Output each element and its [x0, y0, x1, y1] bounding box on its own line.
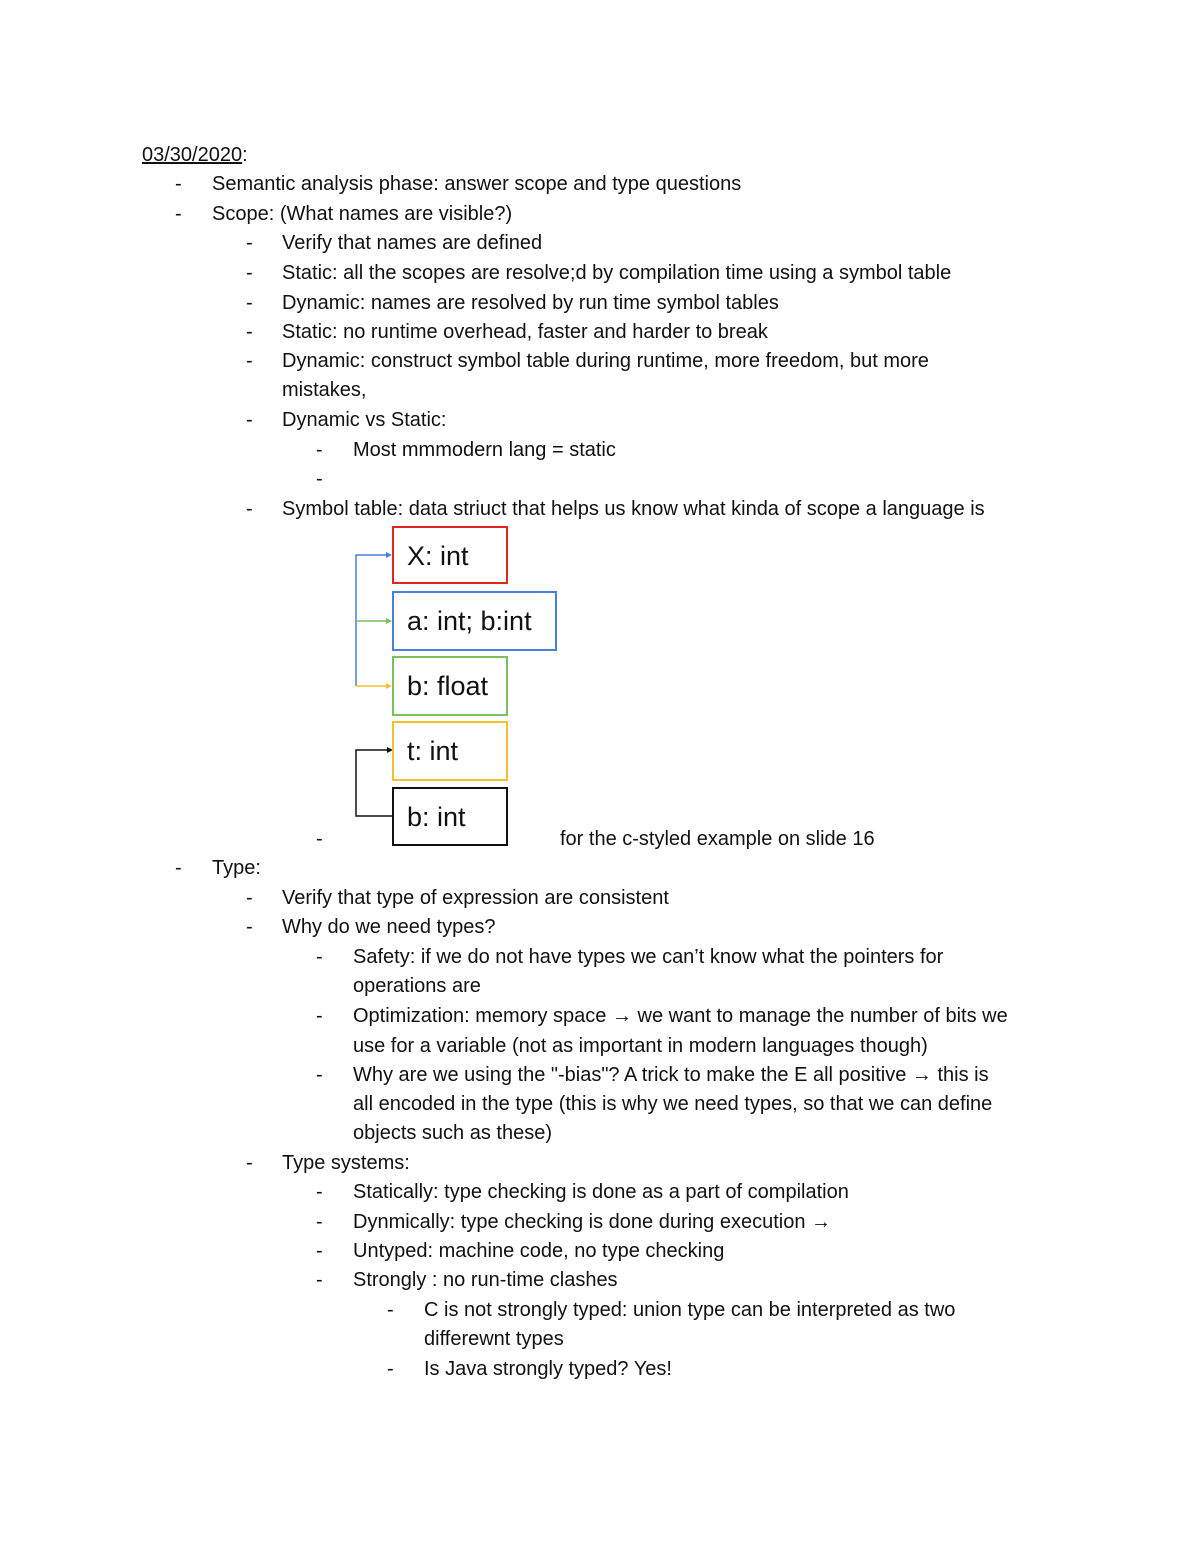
note-line: Safety: if we do not have types we can’t know what the pointers for: [353, 946, 944, 968]
scope-box-b-float: b: float: [392, 656, 508, 716]
bullet-dash-empty: -: [316, 468, 323, 490]
bullet-dash: -: [246, 292, 253, 314]
bullet-dash: -: [316, 1269, 323, 1291]
note-line: Static: all the scopes are resolve;d by compilation time using a symbol table: [282, 262, 952, 284]
note-line: Type systems:: [282, 1152, 410, 1174]
note-line: Dynamic: names are resolved by run time symbol tables: [282, 292, 779, 314]
bullet-dash: -: [387, 1358, 394, 1380]
note-line: C is not strongly typed: union type can be interpreted as two: [424, 1299, 956, 1321]
scope-box-t-int: t: int: [392, 721, 508, 781]
note-line: Optimization: memory space → we want to manage the number of bits we: [353, 1005, 1008, 1027]
note-line: Static: no runtime overhead, faster and harder to break: [282, 321, 768, 343]
bullet-dash: -: [316, 828, 323, 850]
bullet-dash: -: [387, 1299, 394, 1321]
bullet-dash: -: [175, 173, 182, 195]
note-line: Dynamic: construct symbol table during runtime, more freedom, but more: [282, 350, 929, 372]
date-colon: :: [242, 144, 248, 166]
note-line-continued: differewnt types: [424, 1328, 564, 1350]
note-line-continued: operations are: [353, 975, 481, 997]
bullet-dash: -: [316, 1211, 323, 1233]
note-line: for the c-styled example on slide 16: [560, 828, 875, 850]
bullet-dash: -: [175, 857, 182, 879]
bullet-dash: -: [246, 1152, 253, 1174]
bullet-dash: -: [316, 439, 323, 461]
bullet-dash: -: [246, 350, 253, 372]
note-line: Scope: (What names are visible?): [212, 203, 513, 225]
bullet-dash: -: [316, 1005, 323, 1027]
note-line: Why do we need types?: [282, 916, 496, 938]
note-line: Untyped: machine code, no type checking: [353, 1240, 725, 1262]
note-line: Dynamic vs Static:: [282, 409, 447, 431]
bullet-dash: -: [175, 203, 182, 225]
bullet-dash: -: [246, 498, 253, 520]
note-line: Symbol table: data striuct that helps us know what kinda of scope a language is: [282, 498, 985, 520]
scope-box-a-b-int: a: int; b:int: [392, 591, 557, 651]
bullet-dash: -: [246, 262, 253, 284]
note-line: Semantic analysis phase: answer scope and type questions: [212, 173, 742, 195]
bullet-dash: -: [316, 1181, 323, 1203]
note-line: Verify that names are defined: [282, 232, 543, 254]
note-line: Type:: [212, 857, 261, 879]
bullet-dash: -: [316, 1240, 323, 1262]
date-text: 03/30/2020: [142, 144, 243, 166]
note-line: Statically: type checking is done as a part of compilation: [353, 1181, 849, 1203]
bullet-dash: -: [246, 321, 253, 343]
bullet-dash: -: [316, 1064, 323, 1086]
note-line: Dynmically: type checking is done during execution →: [353, 1211, 832, 1233]
bullet-dash: -: [246, 232, 253, 254]
arrow-black: [356, 750, 392, 816]
bullet-dash: -: [246, 887, 253, 909]
note-line-continued: use for a variable (not as important in modern languages though): [353, 1035, 928, 1057]
scope-arrows: [340, 520, 400, 820]
note-line-continued: mistakes,: [282, 379, 367, 401]
note-line: Why are we using the "-bias"? A trick to make the E all positive → this is: [353, 1064, 989, 1086]
bullet-dash: -: [316, 946, 323, 968]
bullet-dash: -: [246, 916, 253, 938]
note-line: Is Java strongly typed? Yes!: [424, 1358, 672, 1380]
note-line: Strongly : no run-time clashes: [353, 1269, 618, 1291]
note-line-continued: objects such as these): [353, 1122, 552, 1144]
bullet-dash: -: [246, 409, 253, 431]
scope-box-x-int: X: int: [392, 526, 508, 584]
date-heading: [142, 144, 248, 166]
note-line: Most mmmodern lang = static: [353, 439, 616, 461]
scope-box-b-int: b: int: [392, 787, 508, 846]
note-line: Verify that type of expression are consistent: [282, 887, 669, 909]
note-line-continued: all encoded in the type (this is why we need types, so that we can define: [353, 1093, 993, 1115]
